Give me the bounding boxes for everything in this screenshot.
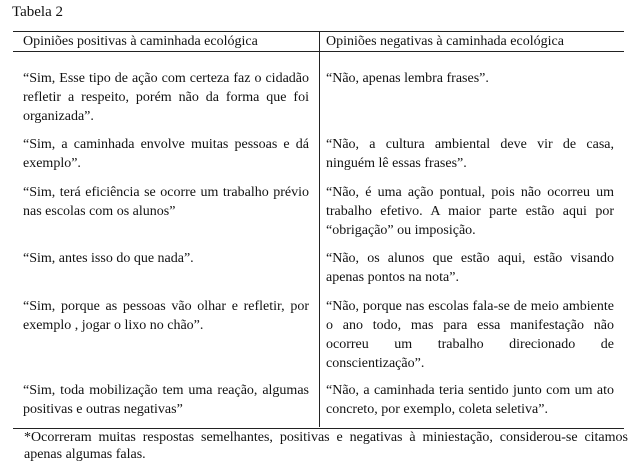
column-divider (319, 31, 320, 427)
negative-opinion-cell: “Não, é uma ação pontual, pois não ocorreu um trabalho efetivo. A maior parte estão aqui por “obrigação” ou imposição. (326, 185, 614, 238)
positive-opinion-cell: “Sim, terá eficiência se ocorre um trabalho prévio nas escolas com os alunos” (23, 185, 309, 219)
header-negative-opinions: Opiniões negativas à caminhada ecológica (326, 34, 564, 49)
header-positive-opinions: Opiniões positivas à caminhada ecológica (23, 34, 258, 49)
positive-opinion-cell: “Sim, Esse tipo de ação com certeza faz o cidadão refletir a respeito, porém não da forma que foi organizada”. (23, 71, 309, 124)
positive-opinion-cell: “Sim, a caminhada envolve muitas pessoas e dá exemplo”. (23, 137, 309, 171)
table-footnote: *Ocorreram muitas respostas semelhantes, positivas e negativas à miniestação, considerou-se citamos apenas algumas falas. (24, 430, 628, 462)
negative-opinion-cell: “Não, porque nas escolas fala-se de meio ambiente o ano todo, mas para essa manifestação não ocorreu um trabalho direcionado de conscientização”. (326, 299, 614, 371)
positive-opinion-cell: “Sim, antes isso do que nada”. (23, 251, 194, 266)
positive-opinion-cell: “Sim, toda mobilização tem uma reação, algumas positivas e outras negativas” (23, 383, 309, 417)
table-caption: Tabela 2 (12, 4, 64, 20)
negative-opinion-cell: “Não, os alunos que estão aqui, estão visando apenas pontos na nota”. (326, 251, 614, 285)
negative-opinion-cell: “Não, apenas lembra frases”. (326, 71, 489, 86)
positive-opinion-cell: “Sim, porque as pessoas vão olhar e refletir, por exemplo , jogar o lixo no chão”. (23, 299, 309, 333)
negative-opinion-cell: “Não, a cultura ambiental deve vir de casa, ninguém lê essas frases”. (326, 137, 614, 171)
negative-opinion-cell: “Não, a caminhada teria sentido junto com um ato concreto, por exemplo, coleta seletiva”. (326, 383, 614, 417)
